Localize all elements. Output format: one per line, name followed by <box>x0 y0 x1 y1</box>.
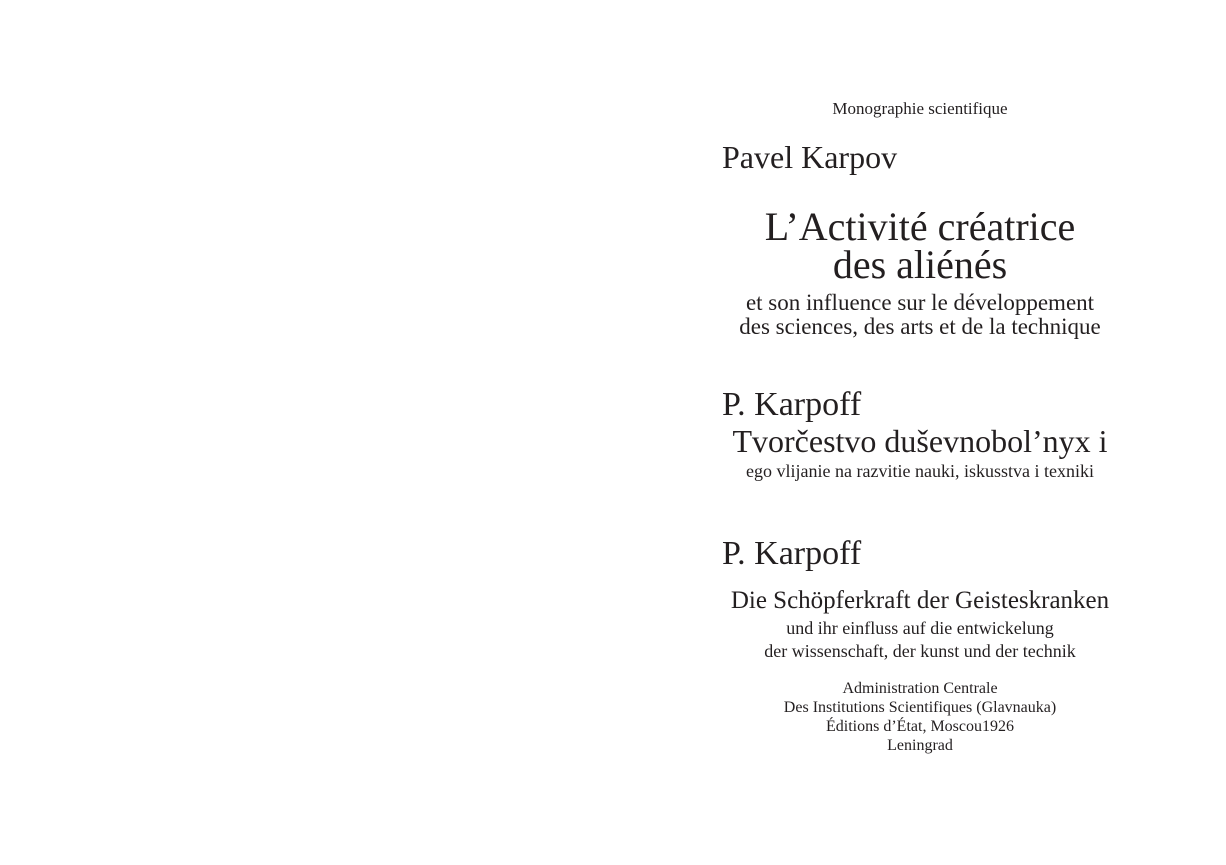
title-page <box>613 0 1226 865</box>
subtitle-russian: ego vlijanie na razvitie nauki, iskusstva i texniki <box>746 461 1094 481</box>
subtitle-french-line-2: des sciences, des arts et de la technique <box>739 314 1101 339</box>
imprint-line-2: Des Institutions Scientifiques (Glavnauka) <box>783 699 1057 716</box>
author-name-french: Pavel Karpov <box>722 139 898 175</box>
title-russian: Tvorčestvo duševnobol’nyx i <box>732 423 1108 459</box>
imprint-line-3: Éditions d’État, Moscou1926 <box>826 718 1014 735</box>
series-label: Monographie scientifique <box>832 99 1008 118</box>
subtitle-german-line-1: und ihr einfluss auf die entwickelung <box>786 618 1054 638</box>
title-french-line-2: des aliénés <box>832 242 1008 287</box>
imprint-line-1: Administration Centrale <box>842 680 998 697</box>
author-name-russian: P. Karpoff <box>722 386 862 423</box>
imprint-line-4: Leningrad <box>887 737 953 754</box>
subtitle-german-line-2: der wissenschaft, der kunst und der technik <box>764 641 1076 661</box>
title-french-line-1: L’Activité créatrice <box>764 204 1076 249</box>
title-german: Die Schöpferkraft der Geisteskranken <box>730 587 1110 614</box>
author-name-german: P. Karpoff <box>722 535 862 572</box>
subtitle-french-line-1: et son influence sur le développement <box>745 290 1095 315</box>
